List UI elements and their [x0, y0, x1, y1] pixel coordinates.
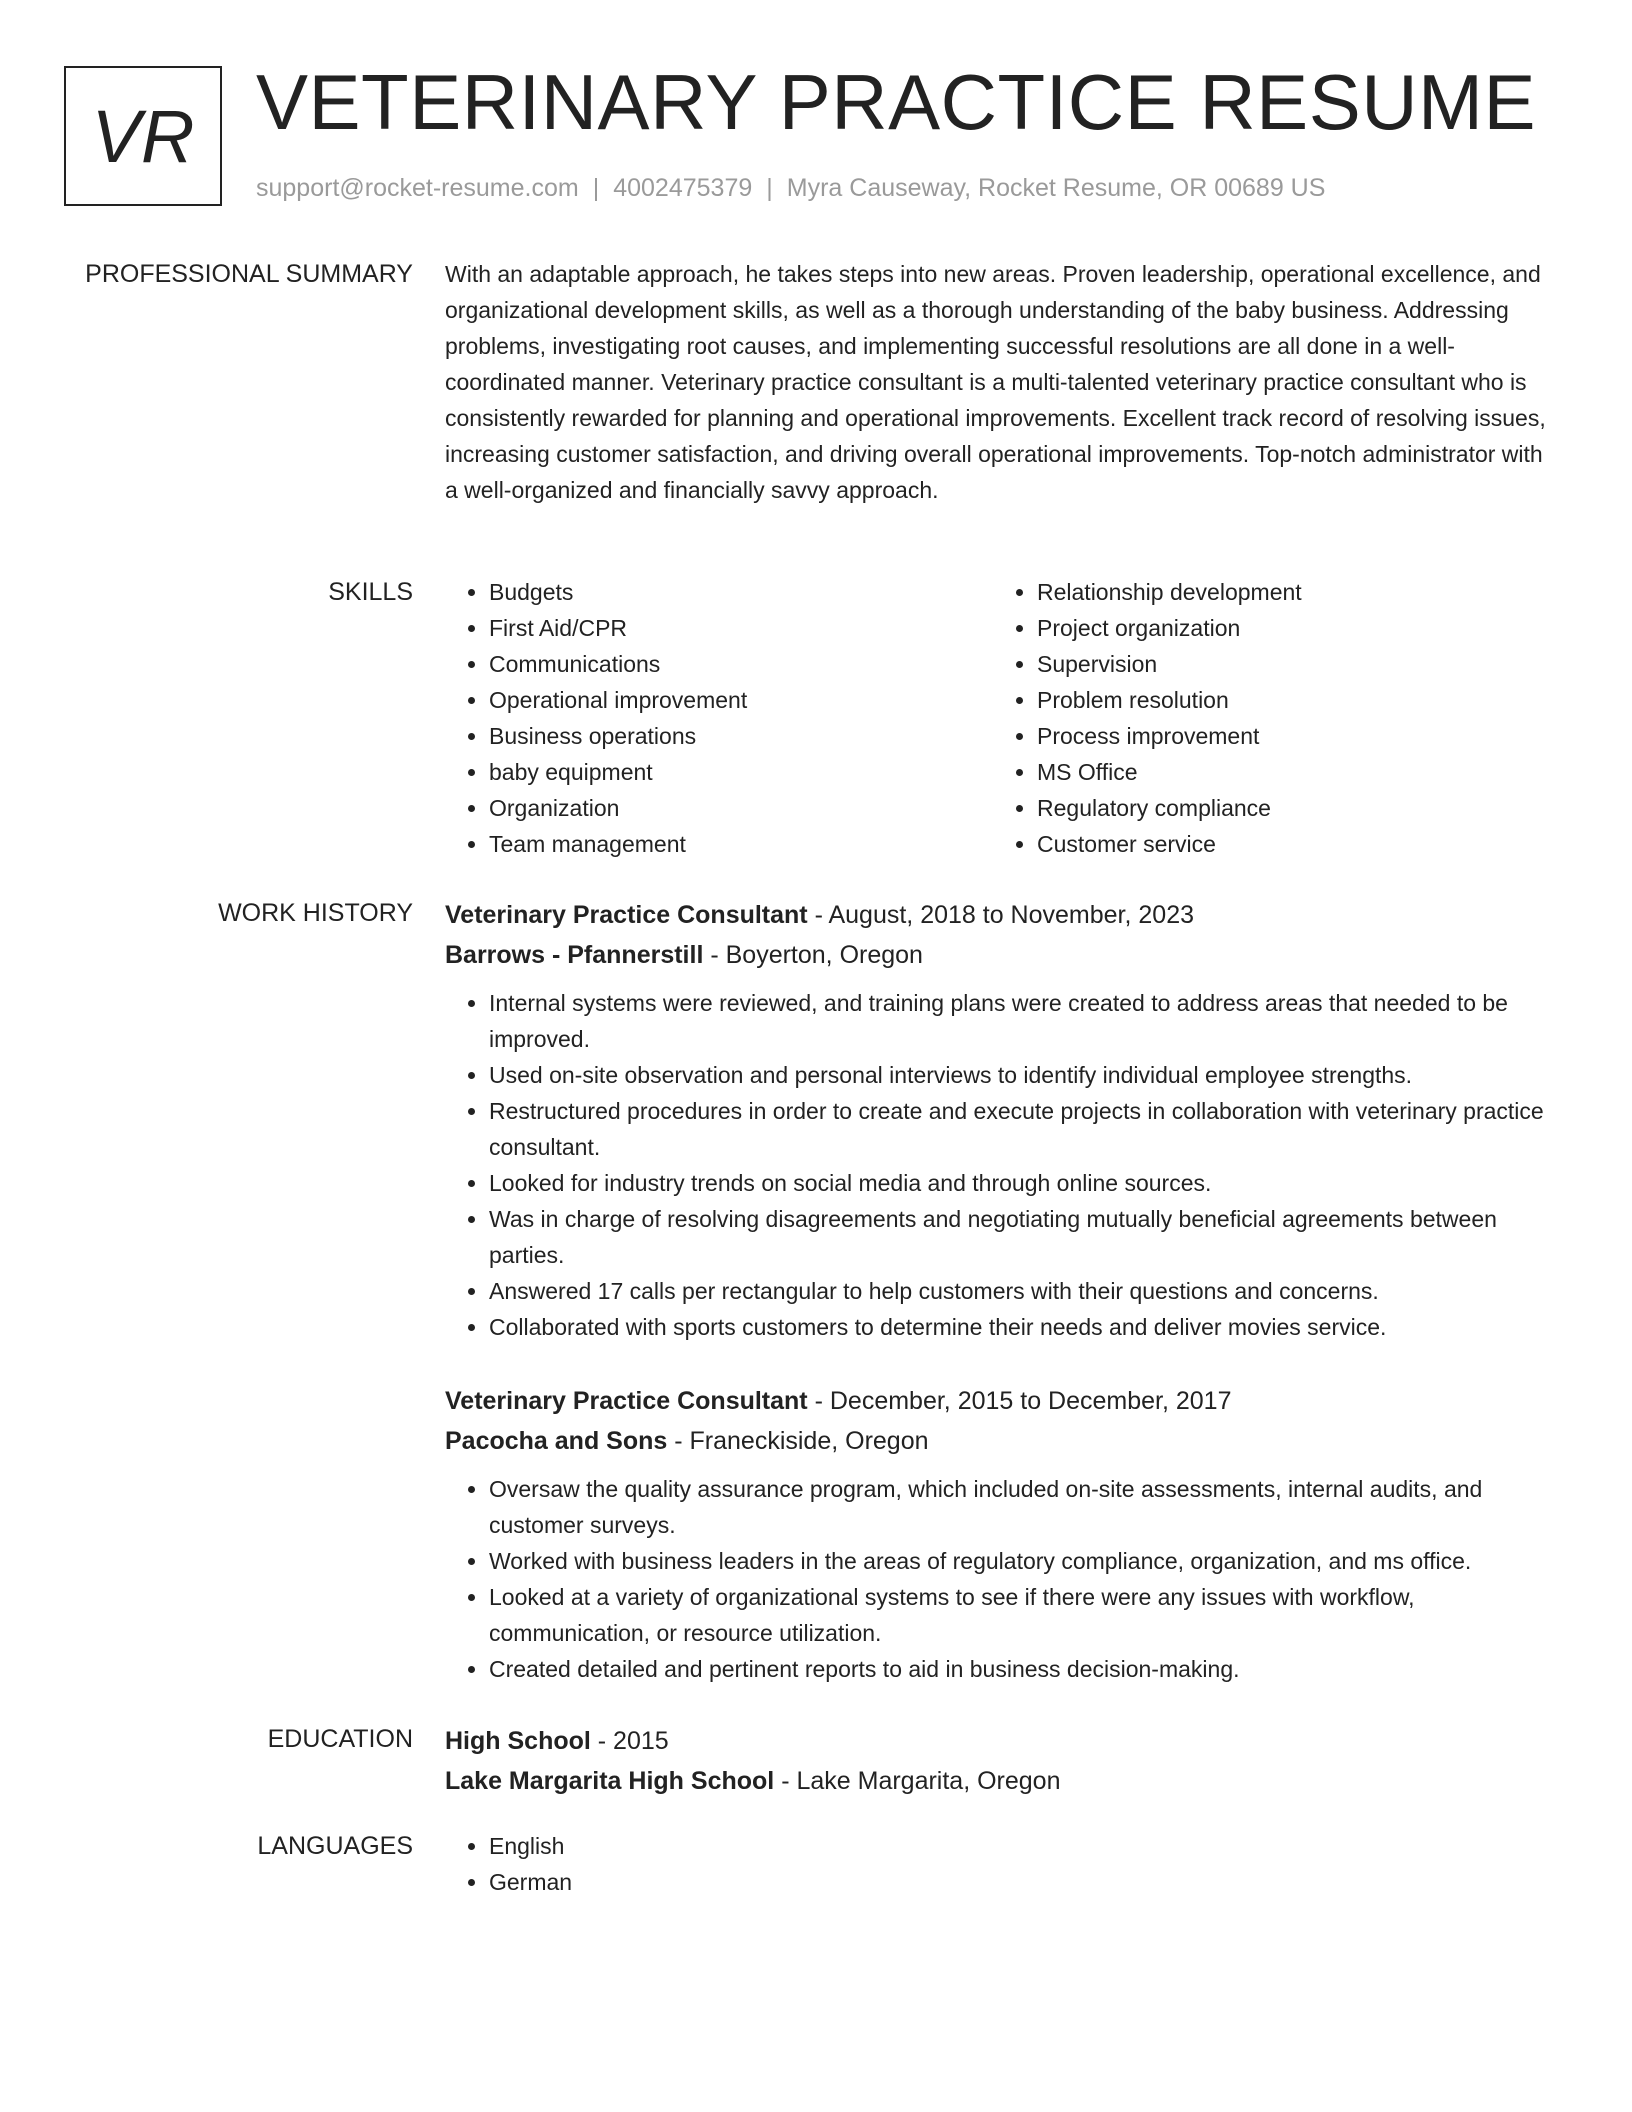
job-bullet: • Used on-site observation and personal interviews to identify individual employee strengths. — [489, 1057, 1560, 1093]
skill-item: • Process improvement — [1037, 718, 1541, 754]
education-location: - Lake Margarita, Oregon — [774, 1767, 1061, 1795]
skills-column-left — [445, 574, 993, 862]
skills-list — [445, 574, 1560, 862]
skill-item: • Operational improvement — [489, 682, 993, 718]
contact-address: Myra Causeway, Rocket Resume, OR 00689 US — [786, 174, 1326, 202]
job-entry — [445, 1381, 1560, 1687]
skill-item: • MS Office — [1037, 754, 1541, 790]
education-degree-line — [445, 1721, 1560, 1761]
job-bullet: • Looked for industry trends on social media and through online sources. — [489, 1165, 1560, 1201]
job-bullet: • Oversaw the quality assurance program, which included on-site assessments, internal audits, and customer surveys. — [489, 1471, 1560, 1543]
job-bullets — [445, 1471, 1560, 1687]
contact-separator: | — [766, 174, 773, 202]
work-history-body — [445, 895, 1560, 1687]
job-bullet: • Worked with business leaders in the areas of regulatory compliance, organization, and ms office. — [489, 1543, 1560, 1579]
job-company: Pacocha and Sons — [445, 1427, 668, 1455]
section-label-education: EDUCATION — [267, 1725, 413, 1753]
skill-item: • Customer service — [1037, 826, 1541, 862]
education-school: Lake Margarita High School — [445, 1767, 775, 1795]
skill-item: • Relationship development — [1037, 574, 1541, 610]
skill-item: • Communications — [489, 646, 993, 682]
resume-title: VETERINARY PRACTICE RESUME — [256, 58, 1537, 146]
job-title-line — [445, 1381, 1560, 1421]
skill-item: • Business operations — [489, 718, 993, 754]
job-title: Veterinary Practice Consultant — [445, 1387, 808, 1415]
education-body — [445, 1721, 1560, 1801]
languages-list — [445, 1828, 1560, 1900]
section-label-summary: PROFESSIONAL SUMMARY — [85, 260, 413, 288]
job-dates: - December, 2015 to December, 2017 — [807, 1387, 1232, 1415]
summary-body — [445, 256, 1560, 508]
monogram-logo: VR — [64, 66, 222, 206]
languages-body — [445, 1828, 1560, 1900]
job-title-line — [445, 895, 1560, 935]
education-degree: High School — [445, 1727, 591, 1755]
job-title: Veterinary Practice Consultant — [445, 901, 808, 929]
job-bullet: • Internal systems were reviewed, and training plans were created to address areas that needed to be improved. — [489, 985, 1560, 1057]
skill-item: • Supervision — [1037, 646, 1541, 682]
skill-item: • First Aid/CPR — [489, 610, 993, 646]
job-bullet: • Collaborated with sports customers to determine their needs and deliver movies service. — [489, 1309, 1560, 1345]
education-year: - 2015 — [590, 1727, 669, 1755]
skill-item: • baby equipment — [489, 754, 993, 790]
job-bullets — [445, 985, 1560, 1345]
education-school-line — [445, 1761, 1560, 1801]
job-bullet: • Was in charge of resolving disagreements and negotiating mutually beneficial agreements between parties. — [489, 1201, 1560, 1273]
skill-item: • Team management — [489, 826, 993, 862]
skills-column-right — [993, 574, 1541, 862]
job-bullet: • Restructured procedures in order to create and execute projects in collaboration with veterinary practice consultant. — [489, 1093, 1560, 1165]
job-company-line — [445, 1421, 1560, 1461]
contact-phone[interactable]: 4002475379 — [613, 174, 753, 202]
contact-separator: | — [592, 174, 600, 202]
job-dates: - August, 2018 to November, 2023 — [807, 901, 1195, 929]
skill-item: • Organization — [489, 790, 993, 826]
summary-text: With an adaptable approach, he takes steps into new areas. Proven leadership, operational excellence, and organizational development skills, as well as a thorough understanding of the baby business. Addressing problems, investigating root causes, and implementing successful resolutions are all done in a well-coordinated manner. Veterinary practice consultant is a multi-talented veterinary practice consultant who is consistently rewarded for planning and operational improvements. Excellent track record of resolving issues, increasing customer satisfaction, and driving overall operational improvements. Top-notch administrator with a well-organized and financially savvy approach. — [445, 261, 1546, 503]
language-item: • German — [489, 1864, 1560, 1900]
section-label-work: WORK HISTORY — [218, 899, 413, 927]
skill-item: • Problem resolution — [1037, 682, 1541, 718]
language-item: • English — [489, 1828, 1560, 1864]
job-company-line — [445, 935, 1560, 975]
section-label-languages: LANGUAGES — [257, 1832, 413, 1860]
contact-email[interactable]: support@rocket-resume.com — [256, 174, 579, 202]
job-bullet: • Created detailed and pertinent reports to aid in business decision-making. — [489, 1651, 1560, 1687]
job-location: - Boyerton, Oregon — [703, 941, 923, 969]
contact-line — [256, 174, 1325, 203]
skill-item: • Project organization — [1037, 610, 1541, 646]
job-bullet: • Looked at a variety of organizational systems to see if there were any issues with workflow, communication, or resource utilization. — [489, 1579, 1560, 1651]
job-location: - Franeckiside, Oregon — [667, 1427, 929, 1455]
job-entry — [445, 895, 1560, 1345]
section-label-skills: SKILLS — [328, 578, 413, 606]
job-bullet: • Answered 17 calls per rectangular to help customers with their questions and concerns. — [489, 1273, 1560, 1309]
skill-item: • Regulatory compliance — [1037, 790, 1541, 826]
job-company: Barrows - Pfannerstill — [445, 941, 704, 969]
skill-item: • Budgets — [489, 574, 993, 610]
